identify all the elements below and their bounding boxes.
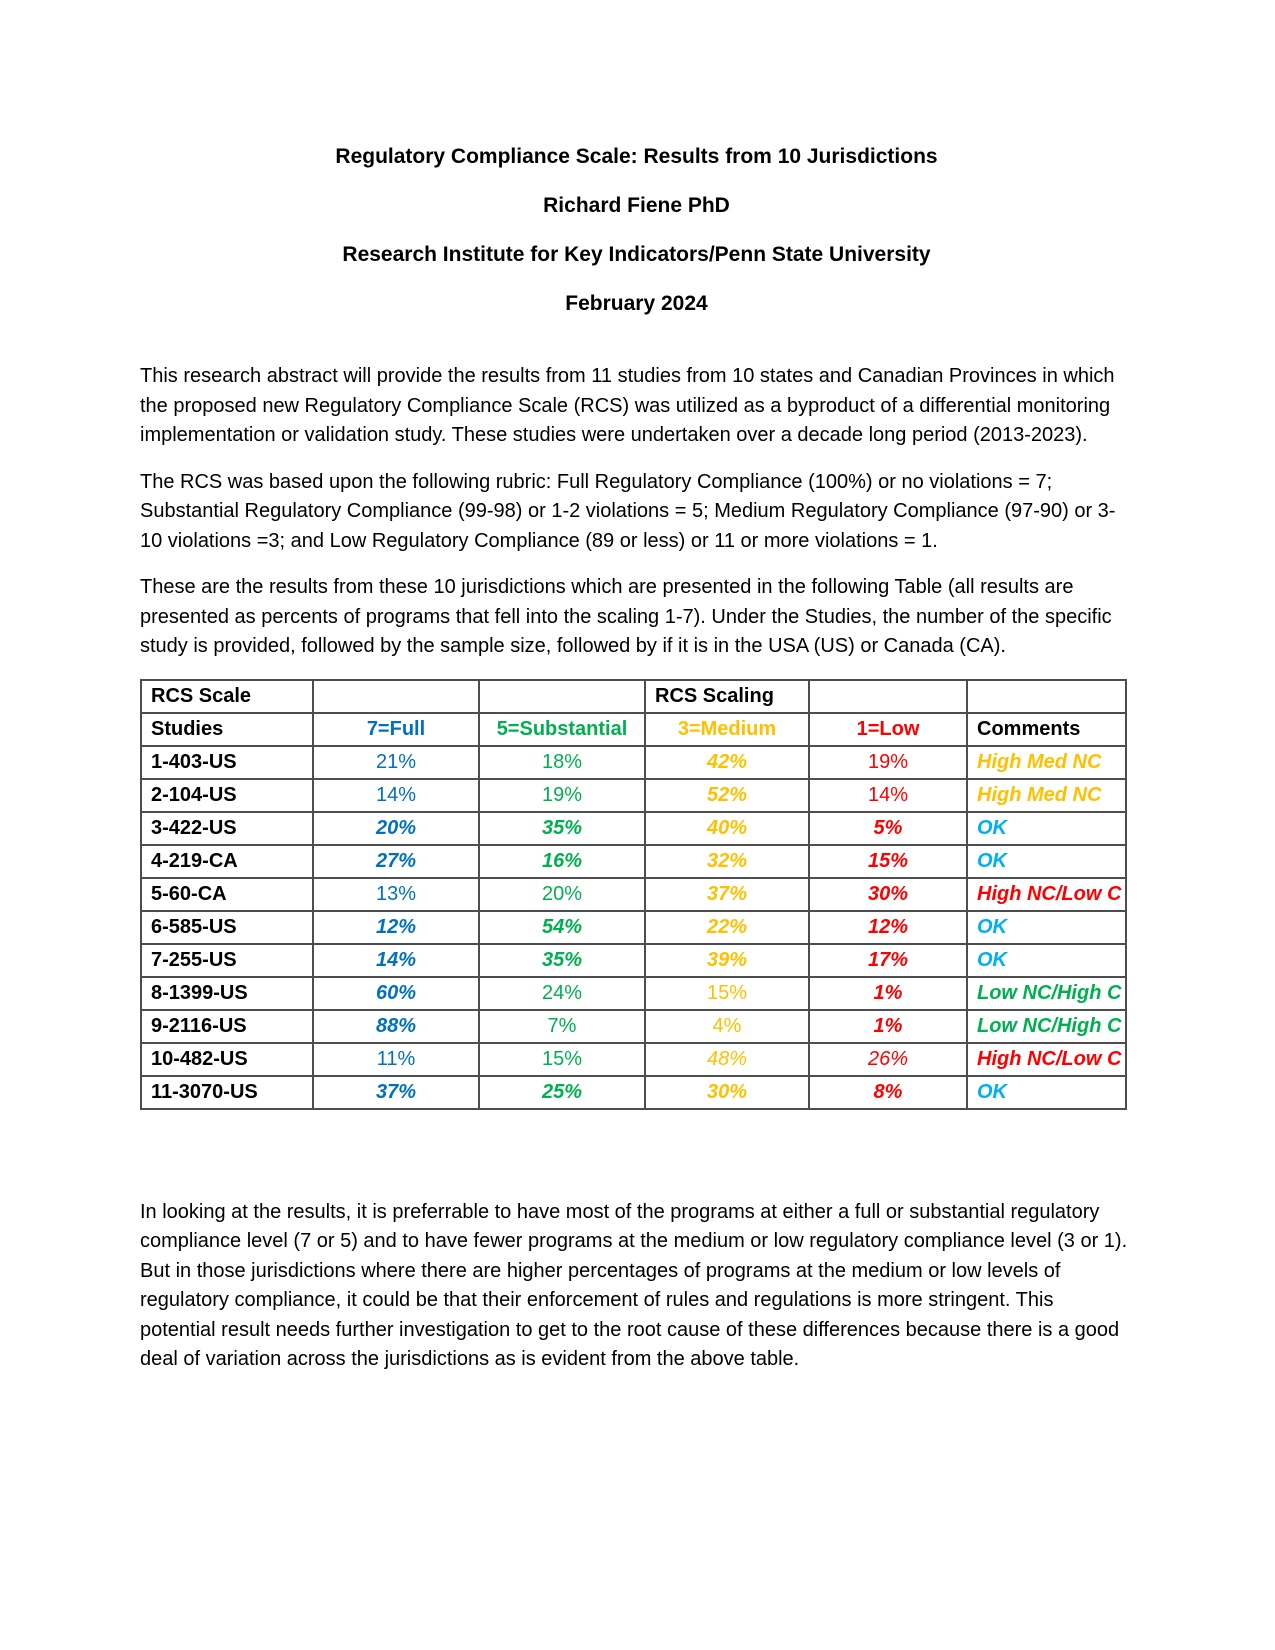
empty-cell	[967, 680, 1126, 713]
value-cell: 19%	[809, 746, 967, 779]
value-cell: 12%	[809, 911, 967, 944]
study-cell: 5-60-CA	[141, 878, 313, 911]
value-cell: 8%	[809, 1076, 967, 1109]
value-cell: 4%	[645, 1010, 809, 1043]
value-cell: 22%	[645, 911, 809, 944]
value-cell: 7%	[479, 1010, 645, 1043]
table-row	[141, 845, 1126, 878]
comment-cell: High NC/Low C	[967, 1043, 1126, 1076]
group-header-rcs-scale: RCS Scale	[141, 680, 313, 713]
value-cell: 42%	[645, 746, 809, 779]
value-cell: 15%	[645, 977, 809, 1010]
value-cell: 5%	[809, 812, 967, 845]
value-cell: 15%	[809, 845, 967, 878]
value-cell: 54%	[479, 911, 645, 944]
column-header-1-low: 1=Low	[809, 713, 967, 746]
study-cell: 11-3070-US	[141, 1076, 313, 1109]
document-title: Regulatory Compliance Scale: Results from 10 Jurisdictions	[335, 145, 938, 168]
document-author: Richard Fiene PhD	[543, 194, 730, 217]
paragraph-discussion: In looking at the results, it is preferrable to have most of the programs at either a full or substantial regulatory compliance level (7 or 5) and to have fewer programs at the medium or low regulatory compliance level (3 or 1). But in those jurisdictions where there are higher percentages of programs at the medium or low levels of regulatory compliance, it could be that their enforcement of rules and regulations is more stringent. This potential result needs further investigation to get to the root cause of these differences because there is a good deal of variation across the jurisdictions as is evident from the above table.	[140, 1200, 1128, 1370]
column-header-3-medium: 3=Medium	[645, 713, 809, 746]
paragraph-results-intro: These are the results from these 10 jurisdictions which are presented in the following Table (all results are presented as percents of programs that fell into the scaling 1-7). Under the Studies, the number of the specific study is provided, followed by the sample size, followed by if it is in the USA (US) or Canada (CA).	[140, 576, 1112, 657]
study-cell: 3-422-US	[141, 812, 313, 845]
value-cell: 35%	[479, 944, 645, 977]
table-row	[141, 1076, 1126, 1109]
comment-cell: OK	[967, 845, 1126, 878]
comment-cell: High Med NC	[967, 746, 1126, 779]
table-column-header-row	[141, 713, 1126, 746]
value-cell: 18%	[479, 746, 645, 779]
study-cell: 8-1399-US	[141, 977, 313, 1010]
empty-cell	[479, 680, 645, 713]
value-cell: 48%	[645, 1043, 809, 1076]
group-header-rcs-scaling: RCS Scaling	[645, 680, 809, 713]
table-row	[141, 746, 1126, 779]
value-cell: 20%	[479, 878, 645, 911]
value-cell: 24%	[479, 977, 645, 1010]
empty-cell	[313, 680, 479, 713]
value-cell: 27%	[313, 845, 479, 878]
study-cell: 7-255-US	[141, 944, 313, 977]
study-cell: 2-104-US	[141, 779, 313, 812]
comment-cell: OK	[967, 812, 1126, 845]
paragraph-abstract-intro: This research abstract will provide the results from 11 studies from 10 states and Canadian Provinces in which the proposed new Regulatory Compliance Scale (RCS) was utilized as a byproduct of a differential monitoring implementation or validation study. These studies were undertaken over a decade long period (2013-2023).	[140, 365, 1115, 446]
value-cell: 37%	[645, 878, 809, 911]
column-header-7-full: 7=Full	[313, 713, 479, 746]
value-cell: 88%	[313, 1010, 479, 1043]
value-cell: 40%	[645, 812, 809, 845]
value-cell: 35%	[479, 812, 645, 845]
comment-cell: OK	[967, 1076, 1126, 1109]
value-cell: 15%	[479, 1043, 645, 1076]
table-row	[141, 878, 1126, 911]
value-cell: 14%	[313, 779, 479, 812]
value-cell: 32%	[645, 845, 809, 878]
table-row	[141, 911, 1126, 944]
value-cell: 21%	[313, 746, 479, 779]
value-cell: 14%	[809, 779, 967, 812]
value-cell: 12%	[313, 911, 479, 944]
column-header-5-substantial: 5=Substantial	[479, 713, 645, 746]
value-cell: 60%	[313, 977, 479, 1010]
table-row	[141, 1043, 1126, 1076]
value-cell: 37%	[313, 1076, 479, 1109]
value-cell: 11%	[313, 1043, 479, 1076]
column-header-comments: Comments	[967, 713, 1126, 746]
table-row	[141, 812, 1126, 845]
value-cell: 30%	[809, 878, 967, 911]
table-row	[141, 1010, 1126, 1043]
comment-cell: Low NC/High C	[967, 977, 1126, 1010]
study-cell: 10-482-US	[141, 1043, 313, 1076]
comment-cell: Low NC/High C	[967, 1010, 1126, 1043]
study-cell: 9-2116-US	[141, 1010, 313, 1043]
study-cell: 1-403-US	[141, 746, 313, 779]
comment-cell: High Med NC	[967, 779, 1126, 812]
paragraph-rubric: The RCS was based upon the following rubric: Full Regulatory Compliance (100%) or no violations = 7; Substantial Regulatory Compliance (99-98) or 1-2 violations = 5; Medium Regulatory Compliance (97-90) or 3-10 violations =3; and Low Regulatory Compliance (89 or less) or 11 or more violations = 1.	[140, 470, 1116, 552]
value-cell: 17%	[809, 944, 967, 977]
study-cell: 4-219-CA	[141, 845, 313, 878]
value-cell: 16%	[479, 845, 645, 878]
value-cell: 26%	[809, 1043, 967, 1076]
table-row	[141, 944, 1126, 977]
value-cell: 30%	[645, 1076, 809, 1109]
value-cell: 14%	[313, 944, 479, 977]
empty-cell	[809, 680, 967, 713]
table-group-header-row	[141, 680, 1126, 713]
study-cell: 6-585-US	[141, 911, 313, 944]
comment-cell: High NC/Low C	[967, 878, 1126, 911]
value-cell: 13%	[313, 878, 479, 911]
document-institution: Research Institute for Key Indicators/Penn State University	[342, 243, 931, 266]
rcs-results-table	[140, 679, 1127, 1110]
comment-cell: OK	[967, 944, 1126, 977]
value-cell: 39%	[645, 944, 809, 977]
value-cell: 20%	[313, 812, 479, 845]
comment-cell: OK	[967, 911, 1126, 944]
value-cell: 1%	[809, 977, 967, 1010]
column-header-studies: Studies	[141, 713, 313, 746]
title-block	[140, 146, 1133, 315]
table-row	[141, 977, 1126, 1010]
document-date: February 2024	[565, 292, 708, 315]
value-cell: 1%	[809, 1010, 967, 1043]
value-cell: 19%	[479, 779, 645, 812]
table-row	[141, 779, 1126, 812]
value-cell: 25%	[479, 1076, 645, 1109]
value-cell: 52%	[645, 779, 809, 812]
